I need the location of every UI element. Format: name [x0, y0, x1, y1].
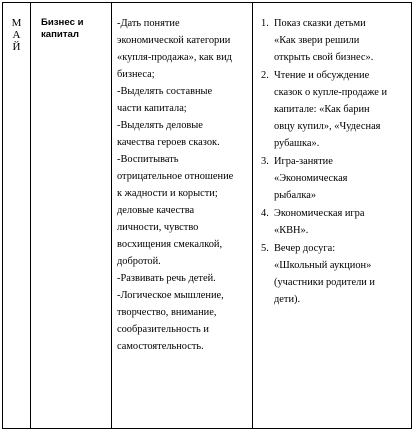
- event-line: «КВН».: [274, 225, 309, 236]
- event-item: [261, 240, 409, 308]
- event-number: 3.: [261, 156, 269, 167]
- lesson-plan-table: [2, 2, 412, 429]
- goal-line: бизнеса;: [117, 69, 155, 80]
- month-cell: [3, 3, 31, 429]
- event-text: [274, 240, 409, 308]
- event-item: [261, 153, 409, 204]
- event-line: (участники родители и: [274, 277, 375, 288]
- goal-line: отрицательное отношение: [117, 171, 234, 182]
- goal-line: -Воспитывать: [117, 154, 179, 165]
- events-cell: [253, 3, 412, 429]
- goals-cell: [112, 3, 253, 429]
- goal-line: -Логическое мышление,: [117, 290, 224, 301]
- event-item: [261, 205, 409, 239]
- table-row: [3, 3, 412, 429]
- month-letter: М: [11, 17, 22, 29]
- event-line: открыть свой бизнес».: [274, 52, 374, 63]
- event-line: рыбалка»: [274, 190, 317, 201]
- event-number: 1.: [261, 18, 269, 29]
- topic-title: Бизнес и капитал: [41, 17, 84, 40]
- goal-line: экономической категории: [117, 35, 231, 46]
- event-line: сказок о купле-продаже и: [274, 87, 388, 98]
- event-text: [274, 15, 409, 66]
- goal-line: творчество, внимание,: [117, 307, 217, 318]
- event-item: [261, 15, 409, 66]
- goal-line: добротой.: [117, 256, 161, 267]
- goal-line: -Развивать речь детей.: [117, 273, 216, 284]
- event-text: [274, 205, 409, 239]
- goal-line: восхищения смекалкой,: [117, 239, 223, 250]
- goal-line: -Дать понятие: [117, 18, 180, 29]
- event-text: [274, 67, 409, 152]
- event-line: Вечер досуга:: [274, 243, 336, 254]
- month-letter: А: [12, 29, 21, 41]
- goals-list: [112, 3, 252, 355]
- goal-line: к жадности и корысти;: [117, 188, 218, 199]
- event-line: рубашка».: [274, 138, 320, 149]
- event-line: Игра-занятие: [274, 156, 333, 167]
- goal-line: качества героев сказок.: [117, 137, 220, 148]
- event-item: [261, 67, 409, 152]
- event-line: капитале: «Как барин: [274, 104, 370, 115]
- goal-line: -Выделять составные: [117, 86, 213, 97]
- event-line: Экономическая игра: [274, 208, 365, 219]
- event-number: 4.: [261, 208, 269, 219]
- goal-line: «купля-продажа», как вид: [117, 52, 232, 63]
- event-number: 5.: [261, 243, 269, 254]
- event-line: «Экономическая: [274, 173, 348, 184]
- event-line: «Школьный аукцион»: [274, 260, 372, 271]
- goal-line: деловые качества: [117, 205, 195, 216]
- event-line: дети).: [274, 294, 301, 305]
- goal-line: личности, чувство: [117, 222, 199, 233]
- topic-cell: [31, 3, 112, 429]
- goal-line: части капитала;: [117, 103, 187, 114]
- events-list: [253, 3, 411, 308]
- goal-line: -Выделять деловые: [117, 120, 203, 131]
- event-text: [274, 153, 409, 204]
- event-line: «Как звери решили: [274, 35, 360, 46]
- event-number: 2.: [261, 70, 269, 81]
- event-line: Показ сказки детьми: [274, 18, 366, 29]
- goal-line: сообразительность и: [117, 324, 209, 335]
- event-line: Чтение и обсуждение: [274, 70, 370, 81]
- goal-line: самостоятельность.: [117, 341, 204, 352]
- month-letter: Й: [12, 41, 21, 53]
- event-line: овцу купил», «Чудесная: [274, 121, 381, 132]
